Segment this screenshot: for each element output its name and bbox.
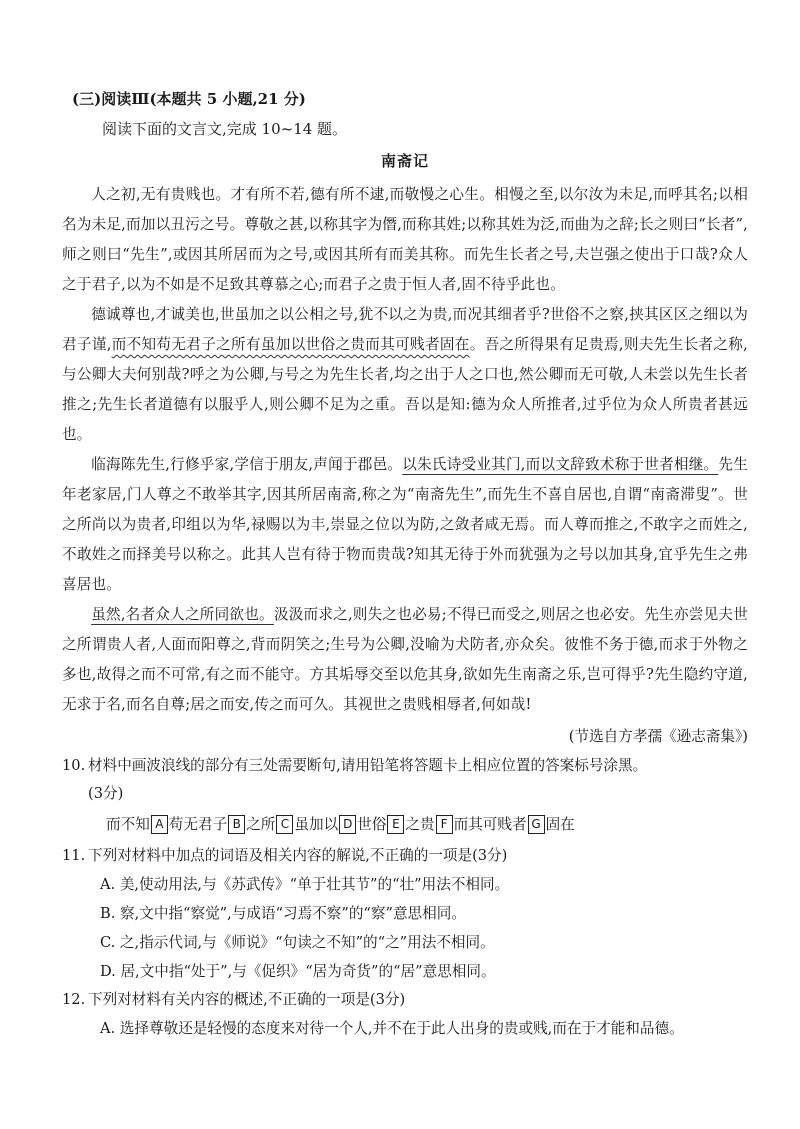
answer-marker-box[interactable]: D — [339, 815, 356, 834]
paragraph-text: 人之初,无有贵贱也。才有所不若,德有所不逮,而敬慢之心生。相慢之至,以尔汝为未足,而呼其名;以相名为未足,而加以丑污之号。尊敬之甚,以称其字为僭,而称其姓;以称其姓为泛,而曲为之辞;长之则曰“长者”,师之则曰“先生”,或因其所居而为之号,或因其所有而美其称。而先生长者之号,夫岂强之使出于口哉?众人之于君子,以为不如是不足致其尊慕之心;而君子之贵于恒人者,固不待乎此也。 — [62, 186, 748, 293]
fragment: 虽加以 — [294, 816, 339, 833]
fragment: 而不知 — [106, 816, 150, 833]
answer-marker-box[interactable]: A — [151, 815, 168, 834]
option-d[interactable]: D. 居,文中指“处于”,与《促织》“居为奇货”的“居”意思相同。 — [100, 963, 496, 980]
passage-paragraph-4 — [62, 600, 748, 720]
fragment: 固在 — [545, 816, 575, 833]
option-a[interactable]: A. 美,使动用法,与《苏武传》“单于壮其节”的“壮”用法不相同。 — [100, 876, 510, 893]
underlined-sentence: 以朱氏诗受业其门,而以文辞致术称于世者相继。 — [402, 456, 719, 473]
fragment: 世俗 — [357, 816, 387, 833]
question-number: 10. — [62, 757, 86, 774]
option-c[interactable]: C. 之,指示代词,与《师说》“句读之不知”的“之”用法不相同。 — [100, 934, 495, 951]
fragment: 之所 — [246, 816, 276, 833]
question-text: 下列对材料中加点的词语及相关内容的解说,不正确的一项是(3分) — [88, 847, 508, 864]
question-12 — [62, 986, 748, 1043]
paragraph-text: 德诚尊也,才诚美也,世虽加之以公相之号,犹不以之为贵,而况其细者乎?世俗不之察,挟其区区之细以为君子谨, — [62, 306, 748, 353]
reading-instruction: 阅读下面的文言文,完成 10~14 题。 — [102, 120, 348, 138]
sentence-break-fragments — [62, 810, 748, 840]
answer-marker-box[interactable]: C — [276, 815, 293, 834]
question-number: 11. — [62, 847, 86, 864]
question-11 — [62, 842, 748, 986]
question-10 — [62, 752, 748, 840]
passage-source: (节选自方孝孺《逊志斋集》) — [568, 728, 748, 745]
question-number: 12. — [62, 991, 86, 1008]
paragraph-text: 临海陈先生,行修乎家,学信于朋友,声闻于郡邑。 — [91, 456, 403, 473]
paragraph-text: 先生年老家居,门人尊之不敢举其字,因其所居南斋,称之为“南斋先生”,而先生不喜自居也,自谓“南斋滞叟”。世之所尚以为贵者,印组以为华,禄赐以为丰,崇显之位以为防,之敛者咸无焉。而人尊而推之,不敢字之而姓之,不敢姓之而择美号以称之。此其人岂有待于物而贵哉?知其无待于外而犹强为之号以加其身,宜乎先生之弗喜居也。 — [62, 456, 748, 593]
passage-body — [62, 180, 748, 720]
wavy-underlined-text: 而不知苟无君子之所有虽加以世俗之贵而其可贱者固在 — [111, 336, 470, 353]
passage-paragraph-1 — [62, 180, 748, 300]
fragment: 之贵 — [405, 816, 435, 833]
passage-paragraph-2 — [62, 300, 748, 450]
fragment: 苟无君子 — [168, 816, 228, 833]
paragraph-text: 汲汲而求之,则失之也必易;不得已而受之,则居之也必安。先生亦尝见夫世之所谓贵人者,人面而阳尊之,背而阴笑之;生号为公卿,没喻为犬防者,亦众矣。彼惟不务于德,而求于外物之多也,故得之而不可常,有之而不能守。方其垢辱交至以危其身,欲如先生南斋之乐,岂可得乎?先生隐约守道,无求于名,而名自尊;居之而安,传之而可久。其视世之贵贱相辱者,何如哉! — [62, 606, 749, 713]
answer-marker-box[interactable]: E — [387, 815, 404, 834]
passage-paragraph-3 — [62, 450, 748, 600]
option-a[interactable]: A. 选择尊敬还是轻慢的态度来对待一个人,并不在于此人出身的贵或贱,而在于才能和品德。 — [100, 1020, 684, 1037]
question-text: 材料中画波浪线的部分有三处需要断句,请用铅笔将答题卡上相应位置的答案标号涂黑。 — [88, 757, 648, 774]
answer-marker-box[interactable]: G — [528, 815, 545, 834]
answer-marker-box[interactable]: F — [436, 815, 453, 834]
question-text: 下列对材料有关内容的概述,不正确的一项是(3分) — [88, 991, 406, 1008]
fragment: 而其可贱者 — [453, 816, 527, 833]
underlined-sentence: 虽然,名者众人之所同欲也。 — [91, 606, 274, 623]
option-b[interactable]: B. 察,文中指“察觉”,与成语“习焉不察”的“察”意思相同。 — [100, 905, 466, 922]
answer-marker-box[interactable]: B — [228, 815, 245, 834]
paragraph-text: 。吾之所得果有足贵焉,则夫先生长者之称,与公卿大夫何别哉?呼之为公卿,与号之为先生长者,均之出于人之口也,然公卿而无可敬,人未尝以先生长者推之;先生长者道德有以服乎人,则公卿不足为之重。吾以是知:德为众人所推者,过乎位为众人所贵者甚远也。 — [62, 336, 748, 443]
section-heading: (三)阅读Ⅲ(本题共 5 小题,21 分) — [72, 90, 306, 108]
passage-title: 南斋记 — [380, 152, 429, 170]
question-score: (3分) — [88, 785, 124, 802]
